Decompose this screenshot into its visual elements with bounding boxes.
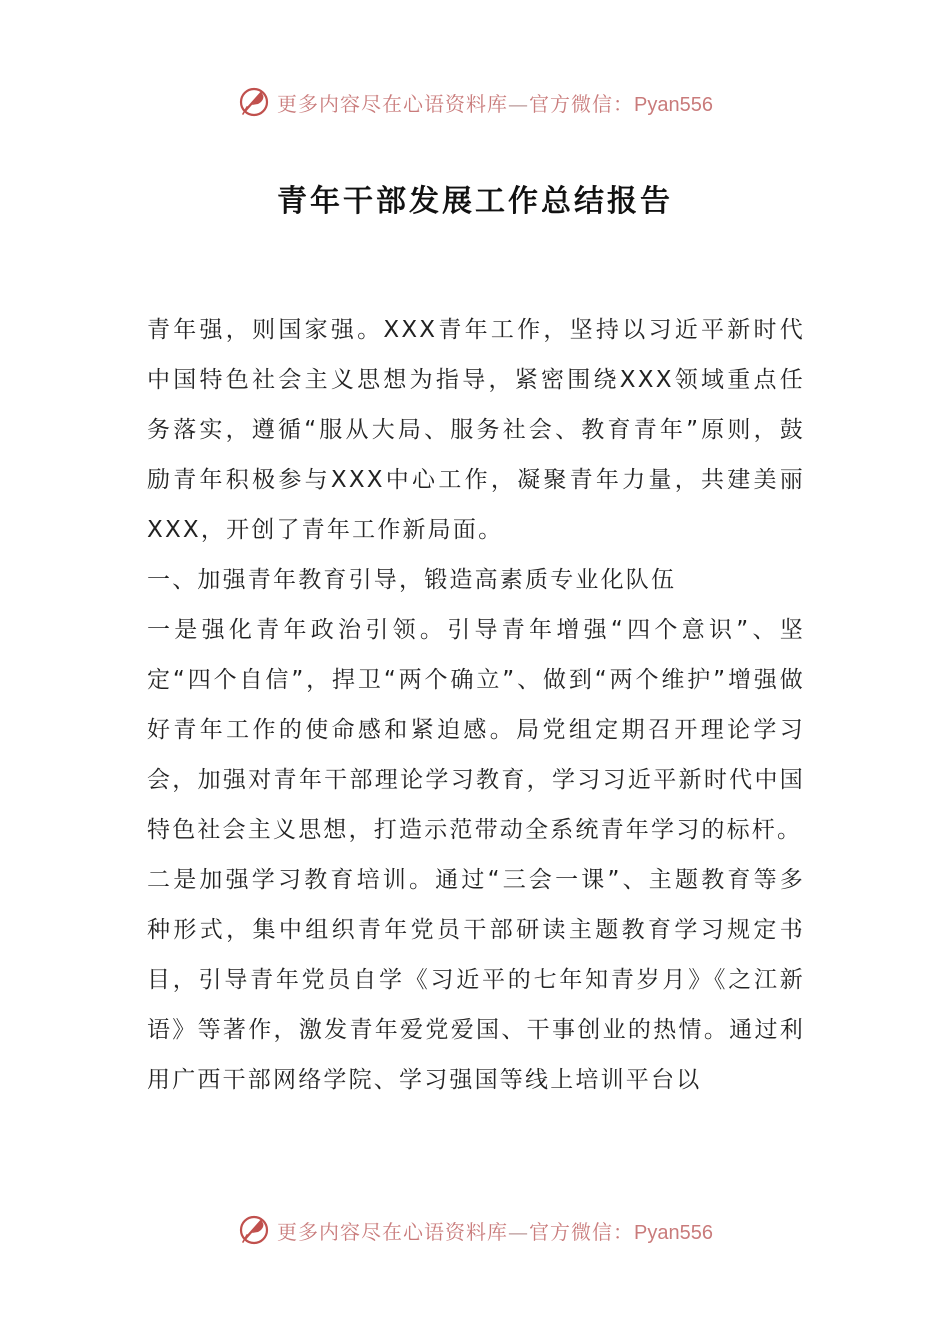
watermark-site-text: 更多内容尽在心语资料库 [277, 1219, 509, 1244]
watermark-banner-bottom [0, 1208, 950, 1252]
watermark-separator: — [508, 1219, 530, 1244]
watermark-banner-top [0, 80, 950, 124]
watermark-wechat-id: Pyan556 [634, 93, 713, 116]
watermark-site-text: 更多内容尽在心语资料库 [277, 91, 509, 116]
document-title: 青年干部发展工作总结报告 [277, 184, 673, 219]
watermark-separator: — [508, 91, 530, 116]
watermark-text [277, 88, 713, 117]
section-heading-1: 一、加强青年教育引导，锻造高素质专业化队伍 [147, 567, 677, 593]
paragraph-study-training: 二是加强学习教育培训。通过“三会一课”、主题教育等多种形式，集中组织青年党员干部研读主题教育学习规定书目，引导青年党员自学《习近平的七年知青岁月》《之江新语》等著作，激发青年爱党爱国、干事创业的热情。通过利用广西干部网络学院、学习强国等线上培训平台以 [147, 867, 805, 1093]
watermark-wechat-id: Pyan556 [634, 1221, 713, 1244]
paragraph-political-guidance: 一是强化青年政治引领。引导青年增强“四个意识”、坚定“四个自信”，捍卫“两个确立”、做到“两个维护”增强做好青年工作的使命感和紧迫感。局党组定期召开理论学习会，加强对青年干部理论学习教育，学习习近平新时代中国特色社会主义思想，打造示范带动全系统青年学习的标杆。 [147, 617, 805, 843]
watermark-wechat-label: 官方微信： [529, 91, 635, 116]
watermark-wechat-label: 官方微信： [529, 1219, 635, 1244]
watermark-text [277, 1216, 713, 1245]
paragraph-intro: 青年强，则国家强。XXX青年工作，坚持以习近平新时代中国特色社会主义思想为指导，紧密围绕XXX领域重点任务落实，遵循“服从大局、服务社会、教育青年”原则，鼓励青年积极参与XXX中心工作，凝聚青年力量，共建美丽XXX，开创了青年工作新局面。 [147, 317, 805, 543]
document-body [147, 305, 805, 1105]
quill-logo-icon [237, 1213, 271, 1247]
quill-logo-icon [237, 85, 271, 119]
